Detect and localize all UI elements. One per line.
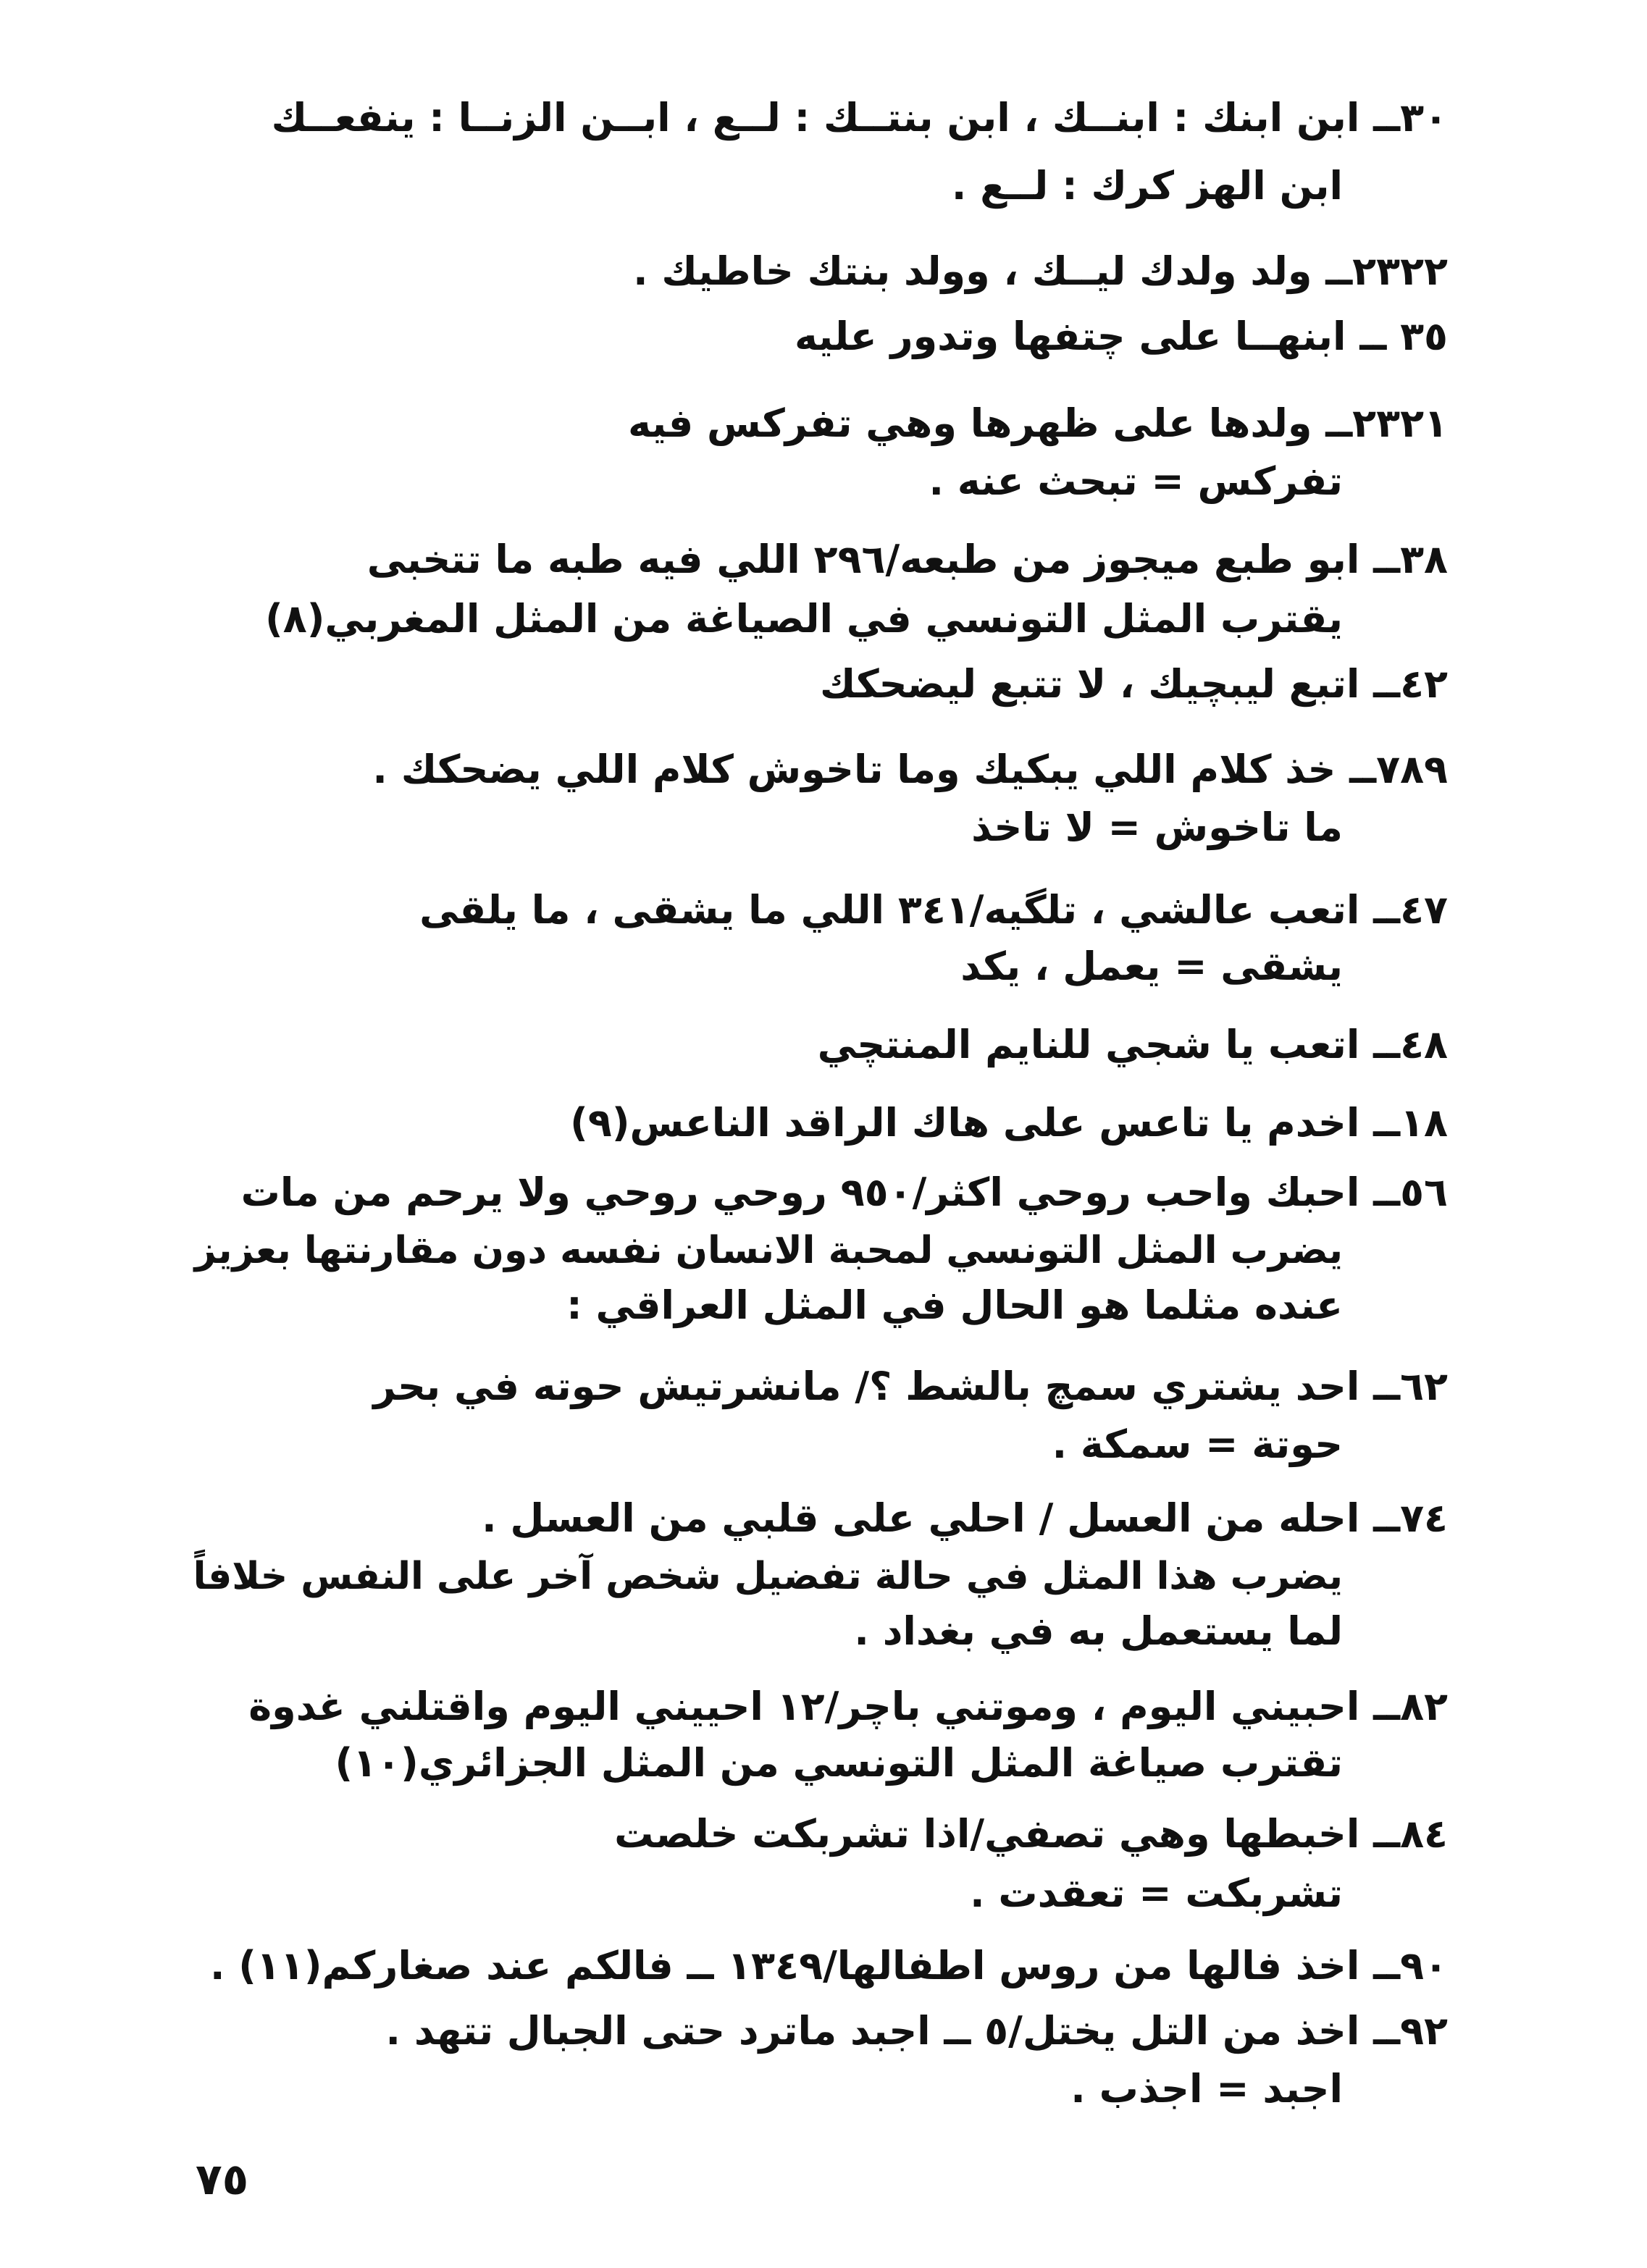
text-line: ٤٧ــ اتعب عالشي ، تلگيه/٣٤١ اللي ما يشقى ، ما يلقى [419,887,1448,933]
text-line: ٢٣٢١ــ ولدها على ظهرها وهي تفركس فيه [628,400,1448,446]
text-line: ٣٨ــ ابو طبع ميجوز من طبعه/٢٩٦ اللي فيه طبه ما تتخبى [366,537,1448,582]
text-line: عنده مثلما هو الحال في المثل العراقي : [566,1282,1343,1328]
text-line: ٣٠ــ ابن ابنك : ابنــك ، ابن بنتــك : لــع ، ابــن الزنــا : ينفعــك [271,95,1448,140]
text-line: ٦٢ــ احد يشتري سمچ بالشط ؟/ مانشرتيش حوته في بحر [373,1364,1448,1409]
text-line: تقترب صياغة المثل التونسي من المثل الجزائري(١٠) [335,1740,1343,1786]
text-line: ٧٤ــ احله من العسل / احلي على قلبي من العسل . [482,1495,1448,1541]
text-line: يقترب المثل التونسي في الصياغة من المثل المغربي(٨) [265,596,1343,642]
text-line: يضرب هذا المثل في حالة تفضيل شخص آخر على النفس خلافاً [193,1555,1343,1598]
text-line: ٩٢ــ اخذ من التل يختل/٥ ــ اجبد ماترد حتى الجبال تتهد . [385,2008,1448,2054]
text-line: ٤٨ــ اتعب يا شجي للنايم المنتچي [817,1022,1448,1067]
text-line: لما يستعمل به في بغداد . [854,1608,1343,1654]
text-line: حوتة = سمكة . [1052,1421,1343,1467]
text-line: ٣٥ ــ ابنهــا على چتفها وتدور عليه [794,314,1448,359]
text-line: ٤٢ــ اتبع ليبچيك ، لا تتبع ليضحكك [819,661,1448,707]
text-line: ٨٢ــ احبيني اليوم ، وموتني باچر/١٢ احييني اليوم واقتلني غدوة [248,1684,1448,1729]
text-line: ١٨ــ اخدم يا تاعس على هاك الراقد الناعس(٩) [570,1100,1448,1146]
text-line: تشربكت = تعقدت . [970,1870,1343,1916]
text-line: ٨٤ــ اخبطها وهي تصفي/اذا تشربكت خلصت [614,1811,1448,1857]
text-line: ما تاخوش = لا تاخذ [971,805,1343,850]
text-line: تفركس = تبحث عنه . [929,458,1343,504]
text-line: ٩٠ــ اخذ فالها من روس اطفالها/١٣٤٩ ــ فالكم عند صغاركم(١١) . [209,1943,1448,1988]
text-line: يشقى = يعمل ، يكد [960,944,1343,989]
text-line: ٥٦ــ احبك واحب روحي اكثر/٩٥٠ روحي روحي ولا يرحم من مات [240,1169,1448,1215]
text-line: يضرب المثل التونسي لمحبة الانسان نفسه دون مقارنتها بعزيز [194,1229,1343,1272]
text-line: ابن الهز كرك : لــع . [951,163,1343,209]
page-number: ٧٥ [196,2154,249,2205]
text-line: اجبد = اجذب . [1070,2066,1343,2112]
text-line: ٧٨٩ــ خذ كلام اللي يبكيك وما تاخوش كلام اللي يضحكك . [372,747,1448,792]
text-line: ٢٣٢٢ــ ولد ولدك ليــك ، وولد بنتك خاطيك . [633,248,1448,294]
